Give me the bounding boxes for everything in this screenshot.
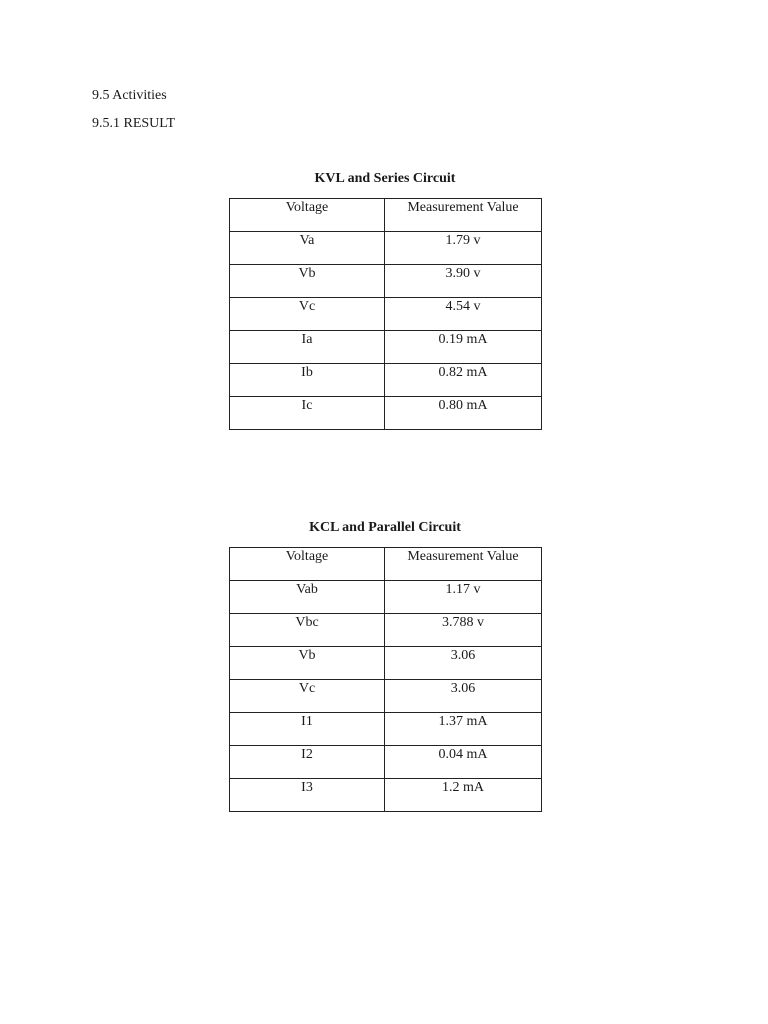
table-row bbox=[230, 397, 542, 430]
kvl-table-title: KVL and Series Circuit bbox=[314, 171, 456, 186]
row-label-cell: Ib bbox=[230, 364, 385, 397]
row-value-cell: 0.82 mA bbox=[385, 364, 542, 397]
row-label-cell: Vc bbox=[230, 298, 385, 331]
row-value-cell: 3.90 v bbox=[385, 265, 542, 298]
row-value-cell: 0.80 mA bbox=[385, 397, 542, 430]
row-value-cell: 3.06 bbox=[385, 680, 542, 713]
kvl-table bbox=[229, 198, 542, 430]
row-value-cell: 1.37 mA bbox=[385, 713, 542, 746]
row-value-cell: 1.2 mA bbox=[385, 779, 542, 812]
table-row bbox=[230, 581, 542, 614]
table-row bbox=[230, 680, 542, 713]
row-label-cell: I2 bbox=[230, 746, 385, 779]
table-row bbox=[230, 364, 542, 397]
header-cell-measurement-value: Measurement Value bbox=[385, 548, 542, 581]
header-cell-voltage: Voltage bbox=[230, 548, 385, 581]
table-row bbox=[230, 713, 542, 746]
row-label-cell: I3 bbox=[230, 779, 385, 812]
table-row bbox=[230, 265, 542, 298]
row-label-cell: Vab bbox=[230, 581, 385, 614]
row-label-cell: Va bbox=[230, 232, 385, 265]
row-label-cell: Ic bbox=[230, 397, 385, 430]
row-label-cell: Ia bbox=[230, 331, 385, 364]
row-value-cell: 3.06 bbox=[385, 647, 542, 680]
table-row bbox=[230, 331, 542, 364]
row-value-cell: 0.19 mA bbox=[385, 331, 542, 364]
kcl-table-title: KCL and Parallel Circuit bbox=[309, 520, 461, 535]
header-cell-voltage: Voltage bbox=[230, 199, 385, 232]
row-label-cell: Vbc bbox=[230, 614, 385, 647]
table-row bbox=[230, 779, 542, 812]
row-label-cell: Vc bbox=[230, 680, 385, 713]
row-value-cell: 1.17 v bbox=[385, 581, 542, 614]
table-row bbox=[230, 614, 542, 647]
kvl-table-block bbox=[229, 170, 541, 430]
header-cell-measurement-value: Measurement Value bbox=[385, 199, 542, 232]
table-header-row bbox=[230, 548, 542, 581]
kcl-table bbox=[229, 547, 542, 812]
table-header-row bbox=[230, 199, 542, 232]
row-value-cell: 3.788 v bbox=[385, 614, 542, 647]
subsection-heading: 9.5.1 RESULT bbox=[92, 116, 176, 131]
row-value-cell: 1.79 v bbox=[385, 232, 542, 265]
table-row bbox=[230, 232, 542, 265]
row-label-cell: Vb bbox=[230, 647, 385, 680]
table-row bbox=[230, 298, 542, 331]
section-heading: 9.5 Activities bbox=[92, 88, 167, 103]
table-row bbox=[230, 647, 542, 680]
row-value-cell: 4.54 v bbox=[385, 298, 542, 331]
row-label-cell: I1 bbox=[230, 713, 385, 746]
kcl-table-block bbox=[229, 519, 541, 812]
row-label-cell: Vb bbox=[230, 265, 385, 298]
row-value-cell: 0.04 mA bbox=[385, 746, 542, 779]
table-row bbox=[230, 746, 542, 779]
